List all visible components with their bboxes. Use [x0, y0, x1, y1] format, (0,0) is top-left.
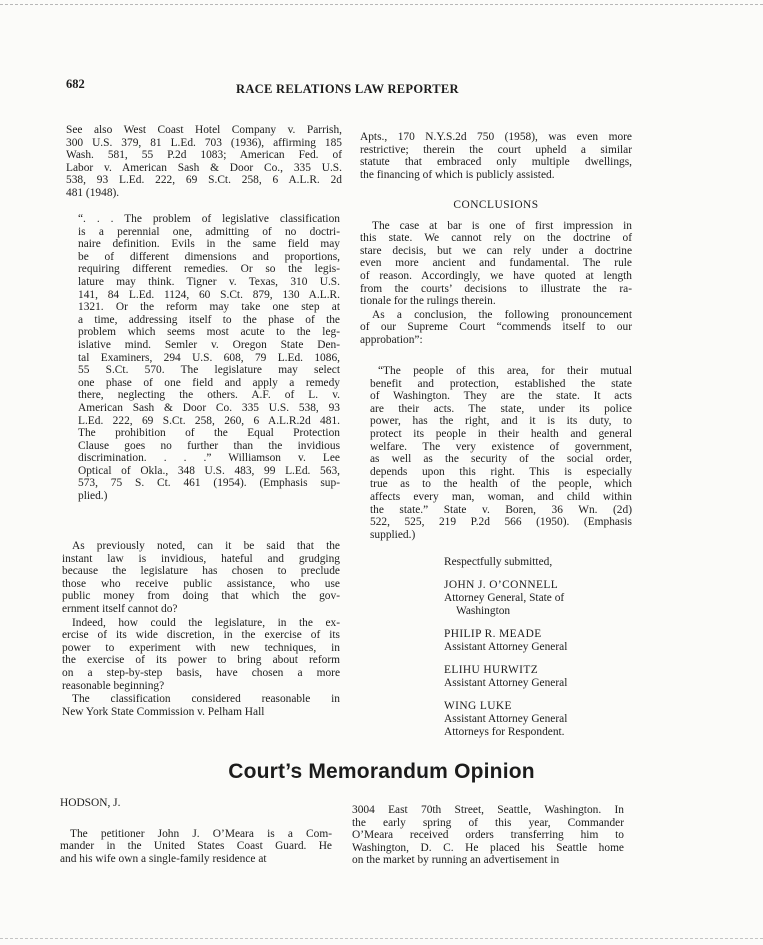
text-line: See also West Coast Hotel Company v. Parrish, [66, 124, 342, 136]
signature-entry [444, 700, 644, 739]
text-line: this state. We cannot rely on the doctrine of [360, 232, 632, 245]
text-line: power to experiment with new techniques, in [62, 641, 340, 654]
signature-entry [444, 664, 644, 690]
text-line: As a conclusion, the following pronouncement [372, 308, 632, 321]
text-line: discrimination. . . .” Williamson v. Lee [78, 452, 340, 465]
signatory-title: Attorney General, State of [444, 592, 565, 604]
text-line: the early spring of this year, Commander [352, 816, 624, 829]
closing-line: Respectfully submitted, [444, 556, 553, 568]
right-continued-text [360, 131, 632, 181]
running-head: RACE RELATIONS LAW REPORTER [236, 82, 459, 96]
text-line: is a perennial one, admitting of no doctri- [78, 225, 340, 238]
text-line: Apts., 170 N.Y.S.2d 750 (1958), was even more [360, 131, 632, 143]
opinion-left-column [60, 797, 332, 865]
text-line: New York State Commission v. Pelham Hall [62, 705, 265, 718]
text-line: “. . . The problem of legislative classification [78, 213, 340, 225]
scan-bottom-edge [0, 938, 763, 939]
text-line: Indeed, how could the legislature, in the ex- [72, 616, 340, 629]
text-line: L.Ed. 222, 69 S.Ct. 258, 260, 6 A.L.R.2d 481. [78, 414, 340, 427]
opinion-right-column [352, 804, 624, 867]
conclusions-heading: CONCLUSIONS [453, 199, 539, 211]
signatory-name: WING LUKE [444, 700, 512, 712]
text-line: Optical of Okla., 348 U.S. 483, 99 L.Ed. 563, [78, 464, 340, 477]
text-line: American Sash & Door Co. 335 U.S. 538, 93 [78, 401, 340, 414]
text-line: be of different dimensions and proportions, [78, 250, 340, 263]
signatory-title: Assistant Attorney General [444, 677, 568, 689]
text-line: of reason. Accordingly, we have quoted at length [360, 269, 632, 282]
signatory-title: Assistant Attorney General [444, 641, 568, 653]
text-line: As previously noted, can it be said that the [72, 540, 340, 552]
text-line: 300 U.S. 379, 81 L.Ed. 703 (1936), affirming 185 [66, 136, 342, 149]
text-line: affects every man, woman, and child within [370, 490, 632, 503]
text-line: the state.” State v. Boren, 36 Wn. (2d) [370, 503, 632, 516]
text-line: those who receive public assistance, who use [62, 577, 340, 590]
signature-block [444, 556, 644, 749]
text-line: of our Supreme Court “commends itself to our [360, 321, 632, 334]
text-line: depends upon this right. This is especially [370, 465, 632, 478]
text-line: the exercise of its power to bring about reform [62, 654, 340, 667]
left-citations [66, 124, 342, 200]
text-line: supplied.) [370, 528, 416, 541]
text-line: one phase of one field and apply a remedy [78, 376, 340, 389]
text-line: problem which seems most acute to the leg- [78, 326, 340, 339]
text-line: The case at bar is one of first impression in [372, 219, 632, 232]
conclusions-section [360, 199, 632, 347]
text-line: instant law is invidious, hateful and grudging [62, 552, 340, 565]
right-block-quote [370, 365, 632, 541]
signature-entry [444, 628, 644, 654]
text-line: reasonable beginning? [62, 679, 165, 692]
text-line: the financing of which is publicly assisted. [360, 168, 555, 181]
text-line: even more ancient and fundamental. The rule [360, 257, 632, 270]
scan-top-edge [0, 4, 763, 5]
text-line: 1321. Or the reform may take one step at [78, 301, 340, 314]
text-line: 538, 93 L.Ed. 222, 69 S.Ct. 258, 6 A.L.R. 2d [66, 174, 342, 187]
text-line: on the market by running an advertisement in [352, 854, 560, 867]
text-line: are their acts. The state, under its police [370, 402, 632, 415]
text-line: power, has the right, and it is its duty, to [370, 415, 632, 428]
text-line: benefit and protection, established the state [370, 377, 632, 390]
text-line: 3004 East 70th Street, Seattle, Washington. In [352, 804, 624, 816]
text-line: statute that embraced only multiple dwellings, [360, 156, 632, 169]
text-line: tionale for the rulings therein. [360, 295, 496, 308]
text-line: ernment itself cannot do? [62, 602, 178, 615]
opinion-title: Court’s Memorandum Opinion [228, 760, 535, 783]
text-line: ercise of its wide discretion, in the exercise of its [62, 629, 340, 642]
text-line: true as to the health of the people, which [370, 478, 632, 491]
page-number: 682 [66, 77, 85, 91]
text-line: Wash. 581, 55 P.2d 1083; American Fed. of [66, 149, 342, 162]
text-line: tal Examiners, 294 U.S. 608, 79 L.Ed. 1086, [78, 351, 340, 364]
text-line: a time, addressing itself to the phase of the [78, 313, 340, 326]
text-line: welfare. The very existence of government, [370, 440, 632, 453]
text-line: The petitioner John J. O’Meara is a Com- [70, 827, 332, 840]
text-line: The classification considered reasonable in [72, 693, 340, 706]
signatory-name: PHILIP R. MEADE [444, 628, 542, 640]
text-line: protect its people in their health and general [370, 427, 632, 440]
text-line: of Washington. They are the state. It acts [370, 390, 632, 403]
text-line: 573, 75 S. Ct. 461 (1954). (Emphasis sup- [78, 477, 340, 490]
text-line: approbation”: [360, 333, 423, 346]
text-line: and his wife own a single-family residence at [60, 852, 267, 865]
text-line: as well as the security of the social order, [370, 453, 632, 466]
text-line: 522, 525, 219 P.2d 566 (1950). (Emphasis [370, 516, 632, 529]
text-line: from the courts’ decisions to illustrate the ra- [360, 282, 632, 295]
text-line: plied.) [78, 490, 108, 503]
text-line: O’Meara received orders transferring him to [352, 829, 624, 842]
left-block-quote [78, 213, 340, 503]
text-line: because the legislature has chosen to preclude [62, 565, 340, 578]
text-line: restrictive; therein the court upheld a similar [360, 143, 632, 156]
text-line: Washington, D. C. He placed his Seattle home [352, 841, 624, 854]
text-line: requiring different remedies. Or so the legis- [78, 263, 340, 276]
text-line: mander in the United States Coast Guard. He [60, 840, 332, 853]
text-line: “The people of this area, for their mutual [378, 365, 632, 377]
text-line: stare decisis, but we can rely under a doctrine [360, 244, 632, 257]
text-line: 481 (1948). [66, 186, 120, 199]
signatory-name: ELIHU HURWITZ [444, 664, 539, 676]
text-line: Labor v. American Sash & Door Co., 335 U.S. [66, 161, 342, 174]
signature-entry [444, 579, 644, 618]
signatory-title: Assistant Attorney General [444, 713, 568, 725]
signatory-title: Attorneys for Respondent. [444, 726, 565, 738]
left-body-text [62, 540, 340, 718]
text-line: lature may think. Tigner v. Texas, 310 U.S. [78, 275, 340, 288]
text-line: 55 S.Ct. 570. The legislature may select [78, 364, 340, 377]
text-line: there, neglecting the others. A.F. of L. v. [78, 389, 340, 402]
text-line: 141, 84 L.Ed. 1124, 60 S.Ct. 879, 130 A.L.R. [78, 288, 340, 301]
text-line: Clause goes no further than the invidious [78, 439, 340, 452]
signatory-name: JOHN J. O’CONNELL [444, 579, 559, 591]
signatory-title: Washington [456, 605, 511, 617]
text-line: public money from doing that which the gov- [62, 590, 340, 603]
judge-name: HODSON, J. [60, 797, 121, 809]
text-line: islative mind. Semler v. Oregon State Den- [78, 338, 340, 351]
text-line: on a step-by-step basis, have chosen a more [62, 666, 340, 679]
text-line: naire definition. Evils in the same field may [78, 238, 340, 251]
text-line: The prohibition of the Equal Protection [78, 427, 340, 440]
